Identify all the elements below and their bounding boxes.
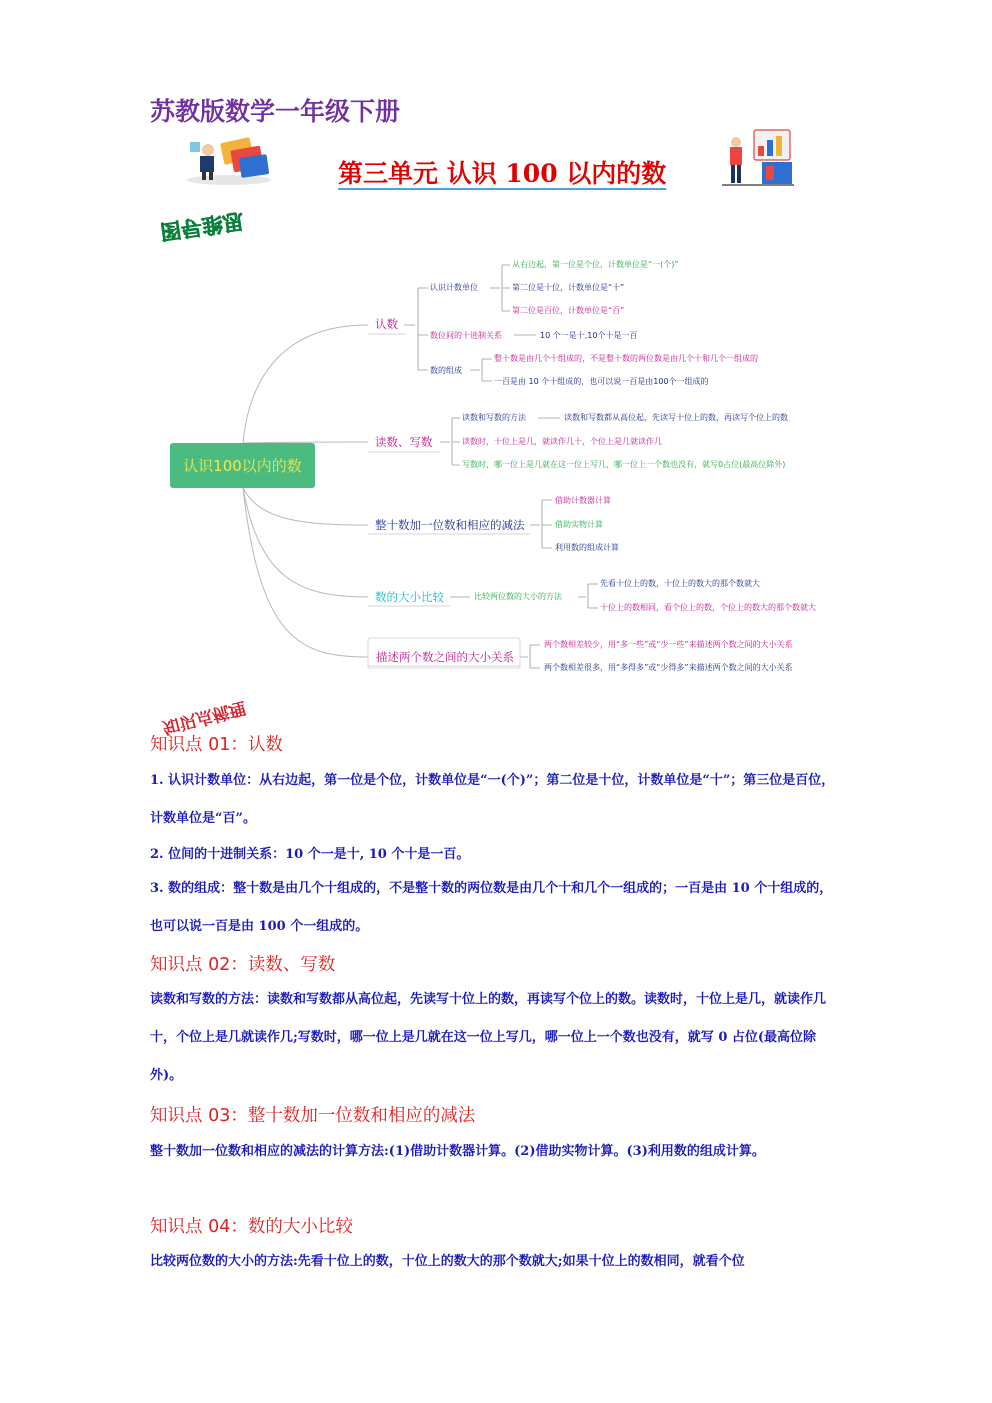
branch-recognize-numbers: 认数 xyxy=(375,317,398,331)
b5-item-much: 两个数相差很多，用“多得多”或“少得多”来描述两个数之间的大小关系 xyxy=(544,663,793,672)
b4-item-tens: 先看十位上的数，十位上的数大的那个数就大 xyxy=(600,579,760,588)
branch-compare: 数的大小比较 xyxy=(375,590,444,604)
b2-item-reading: 读数时，十位上是几，就读作几十，个位上是几就读作几 xyxy=(462,437,662,446)
book-title: 苏教版数学一年级下册 xyxy=(150,97,401,126)
b2-item-writing: 写数时，哪一位上是几就在这一位上写几，哪一位上一个数也没有，就写0占位(最高位除外) xyxy=(462,460,786,469)
branch-add-subtract: 整十数加一位数和相应的减法 xyxy=(375,518,525,532)
mind-map-stamp: 思维导图 xyxy=(158,208,246,244)
b1-unit-item-3: 第二位是百位，计数单位是“百” xyxy=(512,306,625,315)
kp4-title: 知识点 04：数的大小比较 xyxy=(150,1217,353,1237)
b1-sub-composition: 数的组成 xyxy=(430,366,462,375)
kp1-paragraph-3: 3. 数的组成：整十数是由几个十组成的，不是整十数的两位数是由几个十和几个一组成的；一百是由 10 个十组成的，也可以说一百是由 100 个一组成的。 xyxy=(150,881,833,934)
kp1-paragraph-2: 2. 位间的十进制关系：10 个一是十, 10 个十是一百。 xyxy=(150,847,470,862)
b1-sub-counting-units: 认识计数单位 xyxy=(430,283,478,292)
kp2-paragraph-1: 读数和写数的方法：读数和写数都从高位起，先读写十位上的数，再读写个位上的数。读数时，十位上是几，就读作几十，个位上是几就读作几;写数时，哪一位上是几就在这一位上写几，哪一位上一个数也没有，就写 0 占位(最高位除外)。 xyxy=(150,992,827,1083)
kp1-title: 知识点 01：认数 xyxy=(150,735,283,755)
b4-sub-method: 比较两位数的大小的方法 xyxy=(474,592,562,601)
knowledge-stamp: 知识点梳理 xyxy=(160,697,248,738)
unit-title: 第三单元 认识 100 以内的数 xyxy=(338,159,667,188)
b2-item-method: 读数和写数的方法 xyxy=(462,413,526,422)
mind-map-root: 认识100以内的数 xyxy=(170,443,315,488)
b5-item-little: 两个数相差较少，用“多一些”或“少一些”来描述两个数之间的大小关系 xyxy=(544,640,793,649)
b3-item-composition: 利用数的组成计算 xyxy=(555,543,619,552)
b2-method-detail: 读数和写数都从高位起，先读写十位上的数，再读写个位上的数 xyxy=(564,413,788,422)
b1-decimal-detail: 10 个一是十,10个十是一百 xyxy=(540,331,638,340)
b4-item-ones: 十位上的数相同，看个位上的数，个位上的数大的那个数就大 xyxy=(600,603,816,612)
kp4-paragraph-1: 比较两位数的大小的方法:先看十位上的数，十位上的数大的那个数就大;如果十位上的数相同，就看个位 xyxy=(150,1254,745,1269)
b3-item-objects: 借助实物计算 xyxy=(555,520,603,529)
branch-describe-relation: 描述两个数之间的大小关系 xyxy=(376,650,514,664)
b1-unit-item-1: 从右边起，第一位是个位，计数单位是“一(个)” xyxy=(512,260,679,269)
b1-unit-item-2: 第二位是十位，计数单位是“十” xyxy=(512,283,625,292)
b3-item-counter: 借助计数器计算 xyxy=(555,496,611,505)
b1-composition-item-2: 一百是由 10 个十组成的，也可以说一百是由100个一组成的 xyxy=(494,377,709,386)
b1-sub-decimal: 数位间的十进制关系 xyxy=(430,331,502,340)
kp3-paragraph-1: 整十数加一位数和相应的减法的计算方法:(1)借助计数器计算。(2)借助实物计算。(3)利用数的组成计算。 xyxy=(150,1144,765,1159)
kp3-title: 知识点 03：整十数加一位数和相应的减法 xyxy=(150,1106,476,1126)
b1-composition-item-1: 整十数是由几个十组成的，不是整十数的两位数是由几个十和几个一组成的 xyxy=(494,354,758,363)
branch-read-write: 读数、写数 xyxy=(375,435,433,449)
kp2-title: 知识点 02：读数、写数 xyxy=(150,955,336,975)
kp1-paragraph-1: 1. 认识计数单位：从右边起，第一位是个位，计数单位是“一(个)”；第二位是十位，计数单位是“十”；第三位是百位，计数单位是“百”。 xyxy=(150,773,835,826)
